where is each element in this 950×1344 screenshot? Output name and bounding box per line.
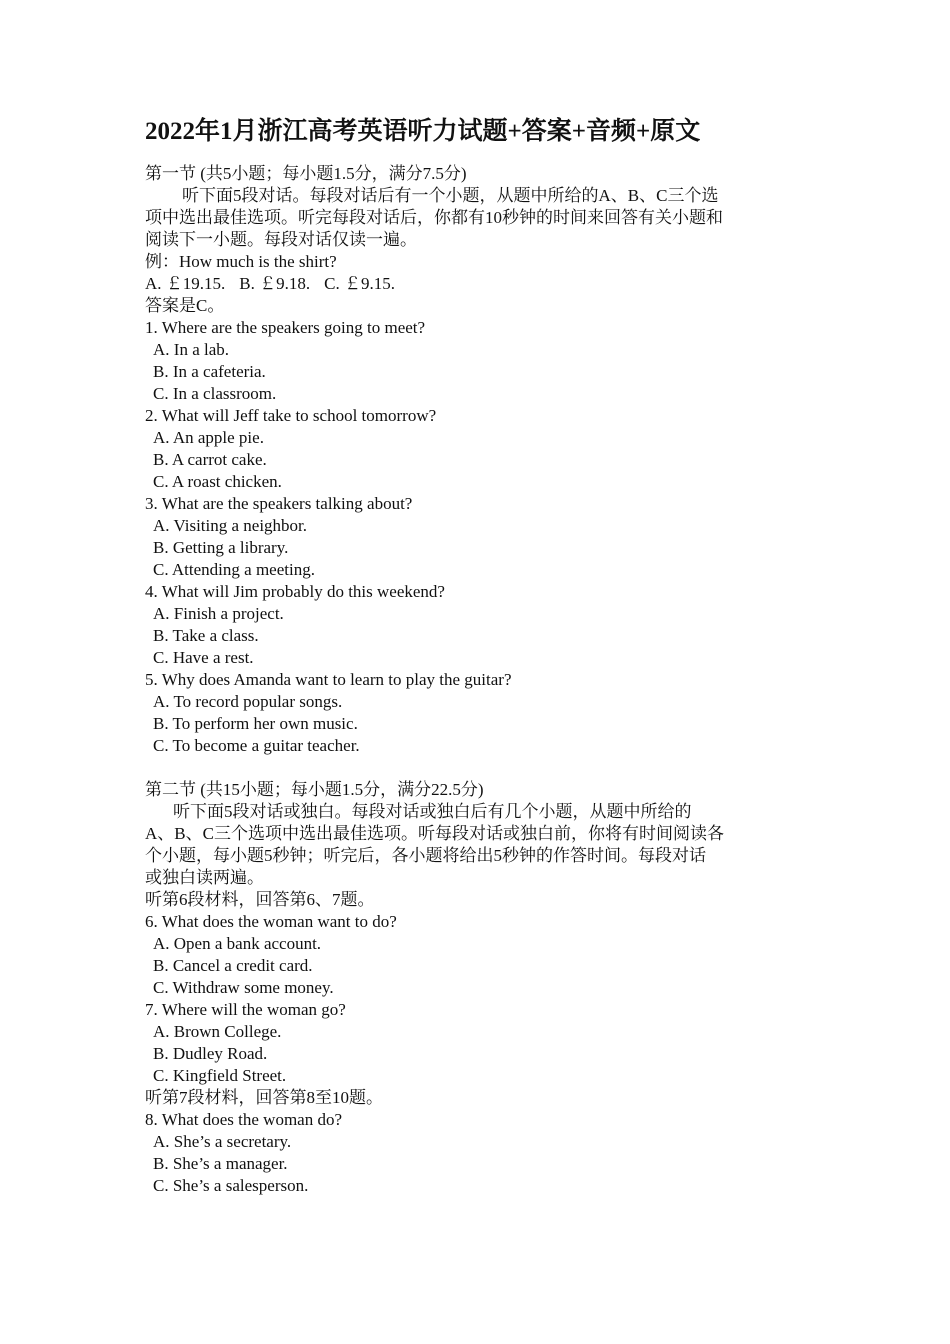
answer-option: A. Finish a project. bbox=[153, 604, 284, 623]
answer-option: C. In a classroom. bbox=[153, 384, 277, 403]
example-option: B. ￡9.18. bbox=[239, 274, 311, 293]
question-text: 3. What are the speakers talking about? bbox=[145, 494, 413, 513]
blank-line bbox=[145, 757, 810, 779]
answer-option: B. Dudley Road. bbox=[153, 1044, 268, 1063]
answer-option: C. A roast chicken. bbox=[153, 472, 282, 491]
answer-option: A. Open a bank account. bbox=[153, 934, 322, 953]
question-text: 5. Why does Amanda want to learn to play the guitar? bbox=[145, 670, 512, 689]
answer-option: A. She’s a secretary. bbox=[153, 1132, 292, 1151]
question-text: 1. Where are the speakers going to meet? bbox=[145, 318, 426, 337]
question-block bbox=[145, 999, 810, 1087]
document-content bbox=[145, 114, 810, 1197]
section1-instruction-line: 项中选出最佳选项。听完每段对话后，你都有10秒钟的时间来回答有关小题和 bbox=[145, 208, 723, 227]
question-text: 2. What will Jeff take to school tomorrow? bbox=[145, 406, 437, 425]
answer-option: A. An apple pie. bbox=[153, 428, 264, 447]
material-heading: 听第6段材料，回答第6、7题。 bbox=[145, 890, 375, 909]
example-option: A. ￡19.15. bbox=[145, 274, 226, 293]
question-text: 8. What does the woman do? bbox=[145, 1110, 343, 1129]
answer-option: C. Kingfield Street. bbox=[153, 1066, 287, 1085]
question-block bbox=[145, 669, 810, 757]
page-title: 2022年1月浙江高考英语听力试题+答案+音频+原文 bbox=[145, 118, 701, 145]
section2-heading: 第二节 (共15小题；每小题1.5分，满分22.5分) bbox=[145, 780, 484, 799]
example-question: 例：How much is the shirt? bbox=[145, 252, 337, 271]
answer-option: A. Visiting a neighbor. bbox=[153, 516, 308, 535]
question-block bbox=[145, 581, 810, 669]
material-heading: 听第7段材料，回答第8至10题。 bbox=[145, 1088, 383, 1107]
question-block bbox=[145, 911, 810, 999]
section1-heading: 第一节 (共5小题；每小题1.5分，满分7.5分) bbox=[145, 164, 467, 183]
question-text: 7. Where will the woman go? bbox=[145, 1000, 346, 1019]
answer-option: A. Brown College. bbox=[153, 1022, 282, 1041]
example-option: C. ￡9.15. bbox=[324, 274, 395, 293]
answer-option: B. Cancel a credit card. bbox=[153, 956, 313, 975]
answer-option: C. She’s a salesperson. bbox=[153, 1176, 309, 1195]
section1-instruction-line: 听下面5段对话。每段对话后有一个小题，从题中所给的A、B、C三个选 bbox=[182, 186, 719, 205]
question-block bbox=[145, 405, 810, 493]
answer-option: C. Withdraw some money. bbox=[153, 978, 334, 997]
answer-option: C. Have a rest. bbox=[153, 648, 254, 667]
section2-instruction-line: 或独白读两遍。 bbox=[145, 868, 264, 887]
answer-option: B. To perform her own music. bbox=[153, 714, 358, 733]
answer-option: B. In a cafeteria. bbox=[153, 362, 266, 381]
answer-option: B. She’s a manager. bbox=[153, 1154, 288, 1173]
question-text: 6. What does the woman want to do? bbox=[145, 912, 397, 931]
question-block bbox=[145, 493, 810, 581]
question-text: 4. What will Jim probably do this weekend? bbox=[145, 582, 445, 601]
example-answer: 答案是C。 bbox=[145, 296, 225, 315]
answer-option: A. In a lab. bbox=[153, 340, 230, 359]
section2-instruction-line: 个小题，每小题5秒钟；听完后，各小题将给出5秒钟的作答时间。每段对话 bbox=[145, 846, 706, 865]
answer-option: B. Getting a library. bbox=[153, 538, 289, 557]
question-block bbox=[145, 317, 810, 405]
section2-instruction-line: 听下面5段对话或独白。每段对话或独白后有几个小题，从题中所给的 bbox=[173, 802, 692, 821]
section1-instruction-line: 阅读下一小题。每段对话仅读一遍。 bbox=[145, 230, 417, 249]
answer-option: A. To record popular songs. bbox=[153, 692, 343, 711]
answer-option: B. Take a class. bbox=[153, 626, 259, 645]
section2-instruction-line: A、B、C三个选项中选出最佳选项。听每段对话或独白前，你将有时间阅读各 bbox=[145, 824, 724, 843]
example-options bbox=[145, 273, 810, 295]
answer-option: C. To become a guitar teacher. bbox=[153, 736, 360, 755]
answer-option: B. A carrot cake. bbox=[153, 450, 267, 469]
answer-option: C. Attending a meeting. bbox=[153, 560, 315, 579]
question-block bbox=[145, 1109, 810, 1197]
